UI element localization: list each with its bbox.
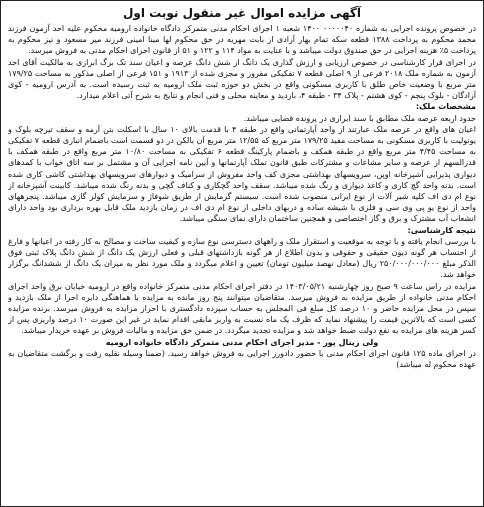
paragraph-valuation: با بررسی انجام یافته و با توجه به موقعیت و استقرار ملک و راههای دسترسی نوع سازه و کیفیت ساخت و مصالح به کار رفته در اعیانها و فارغ از احتساب هر گونه دیون حقیقی و حقوقی و بدون اطلاع از هر گونه بازداشتهای قبلی و فعلی ارزش یک دانگ از شش دانگ پلاک ثبتی فوق الذکر مبلغ ۲۵۰/۰۰۰/۰۰۰/۰۰۰ ریال (معادل نهصد میلیون تومان) تعیین و اعلام میگردد و ملک مورد نظر به میزان یک دانگ از ششدانگ برگزار خواهد شد. xyxy=(8,236,476,280)
notice-body xyxy=(8,23,476,495)
paragraph-footer-note: در اجرای ماده ۱۲۵ قانون اجرای احکام مدنی با حضور دادورز اجرایی به فروش خواهد رسید. (ضمنا وسیله نقلیه رفت و برگشت متقاضیان به عهده محکوم له میباشد) xyxy=(8,348,476,370)
signer-line: ولی زینال پور - مدیر اجرای احکام مدنی متمرکز دادگاه خانواده ارومیه xyxy=(105,337,379,347)
notice-title: آگهی مزایده اموال غیر منقول نوبت اول xyxy=(122,6,362,20)
paragraph-appraisal-order: در اجرای قرار کارشناسی در خصوص ارزیابی و ارزش گذاری یک دانگ از شش دانگ عرصه و اعیان سند تک برگ ابرازی به مالکیت آقای احد آزمون به شماره ملک ۲۰۱۸ فرعی از ۹ اصلی قطعه ۷ تفکیکی مفروز و مجزی شده از ۱۹۱۳ و ۱۵۱ فرعی از اصلی مذکور به مساحت ۱۷۹/۲۵ متر مربع با وضعیت خاص طلق با کاربری مسکونی واقع در بخش دو حوزه ثبت ملک ارومیه به ثبت رسیده است. به آدرس ارومیه - کوی آزادگان - بلوک پنجم - کوی هشتم - پلاک ۳۴ - طبقه ۴، بازدید و معاینه محلی و فنی انجام و نتایج به شرح آتی اعلام میدارد. xyxy=(8,57,476,101)
paragraph-case-intro: در خصوص پرونده اجرایی به شماره ۰۰۰۰۰۴۰ ۱۴۰۰ شعبه ۱ اجرای احکام مدنی متمرکز دادگاه خانواده ارومیه محکوم علیه احد آزمون فرزند محمد محکوم به پرداخت ۱۳۸۸ قطعه سکه تمام بهار آزادی از بابت مهریه در حق محکوم لها مینا امینی فرزند میر مسعود و نیز محکوم به پرداخت ۵٪ هزینه اجرایی در حق صندوق دولت میباشد و با عنایت به مواد ۱۱۴ و ۱۲۲ و ۵۱ از قانون اجرای احکام مدنی به فروش میرسد. xyxy=(8,24,476,56)
paragraph-building-description: اعیان های واقع در عرصه ملک عبارتند از واحد آپارتمانی واقع در طبقه ۴ با قدمت بالای ۱۰ سال با اسکلت بتن آرمه و سقف تیرچه بلوک و یونولیت با کاربری مسکونی به مساحت مفید ۱۷۹/۲۵ متر مربع که ۱۲/۵۵ متر مربع آن بالکن در دو قسمت است باضمام انباری قطعه ۷ تفکیکی به مساحت ۴/۴۵ متر مربع واقع در طبقه همکف و باضمام پارکینگ قطعه ۶ تفکیکی به مساحت ۱۰/۸۰ متر مربع واقع در طبقه همکف با قدرالسهم از عرصه و سایر مشاعات و مشترکات طبق قانون تملک آپارتمانها و آیین نامه اجرایی آن و مشتمل بر سه اتاق خواب با کمدهای دیواری پذیرایی آشپزخانه اوپن، سرویسهای بهداشتی مجزی کف واحد مفروش از سرامیک و دیوارهای سرویسهای بهداشتی کاشی کاری شده است. بدنه واحد گچ کاری و کاغذ دیواری و رنگ شده میباشد. سقف واحد گچکاری و کناف گچی و بدنه رنگ شده میباشد. کابینت آشپزخانه از نوع ام دی اف کلیه شیر آلات از نوع ایرانی منصوب شده است. سیستم گرمایش از طریق شوفاژ و سرمایش کولر گازی میباشد. پنجرههای واحد از نوع یو پی وی سی و فلزی با شیشه ساده و دربهای داخلی از نوع ام دی اف در زمان بازدید ملک قابل بهره برداری بود واحد دارای انشعاب آب مشترک و برق و گاز اختصاصی و همچنین ساختمان دارای نمای سنگی میباشد. xyxy=(8,124,476,224)
heading-appraisal-result: نتیجه کارشناسی: xyxy=(407,225,476,235)
paragraph-boundaries: حدود اربعه عرصه ملک مطابق با سند ابرازی در پرونده قضایی میباشد. xyxy=(243,113,476,123)
heading-property-specs: مشخصات ملک: xyxy=(415,102,476,112)
paragraph-auction-terms: مزایده در راس ساعت ۹ صبح روز چهارشنبه ۱۴۰۳/۰۵/۲۱ در دفتر اجرای احکام مدنی متمرکز خانواده واقع در ارومیه خیابان برق واحد اجرای احکام مدنی خانواده از طریق مزایده به فروش میرسد. متقاضیان میتوانند پنج روز مانده به مزایده با هماهنگی دایره اجرا از ملک بازدید و سپس در محل مزایده حاضر و ۱۰ درصد کل مبلغ فی المجلس به حساب سپرده دادگستری با احراز مزایده به فروش میرسد. برنده مزایده کسی است که بالاترین قیمت را پیشنهاد نماید که ظرف یک ماه نسبت به واریز مابقی اقدام نماید در غیر این صورت ۱۰ درصد واریزی پس از کسر هزینه های مزایده به نفع دولت ضبط خواهد شد و مزایده تجدید میگردد. در ضمن حق مزایده و مالیات فروش بر عهده خریدار میباشد. xyxy=(8,281,476,336)
